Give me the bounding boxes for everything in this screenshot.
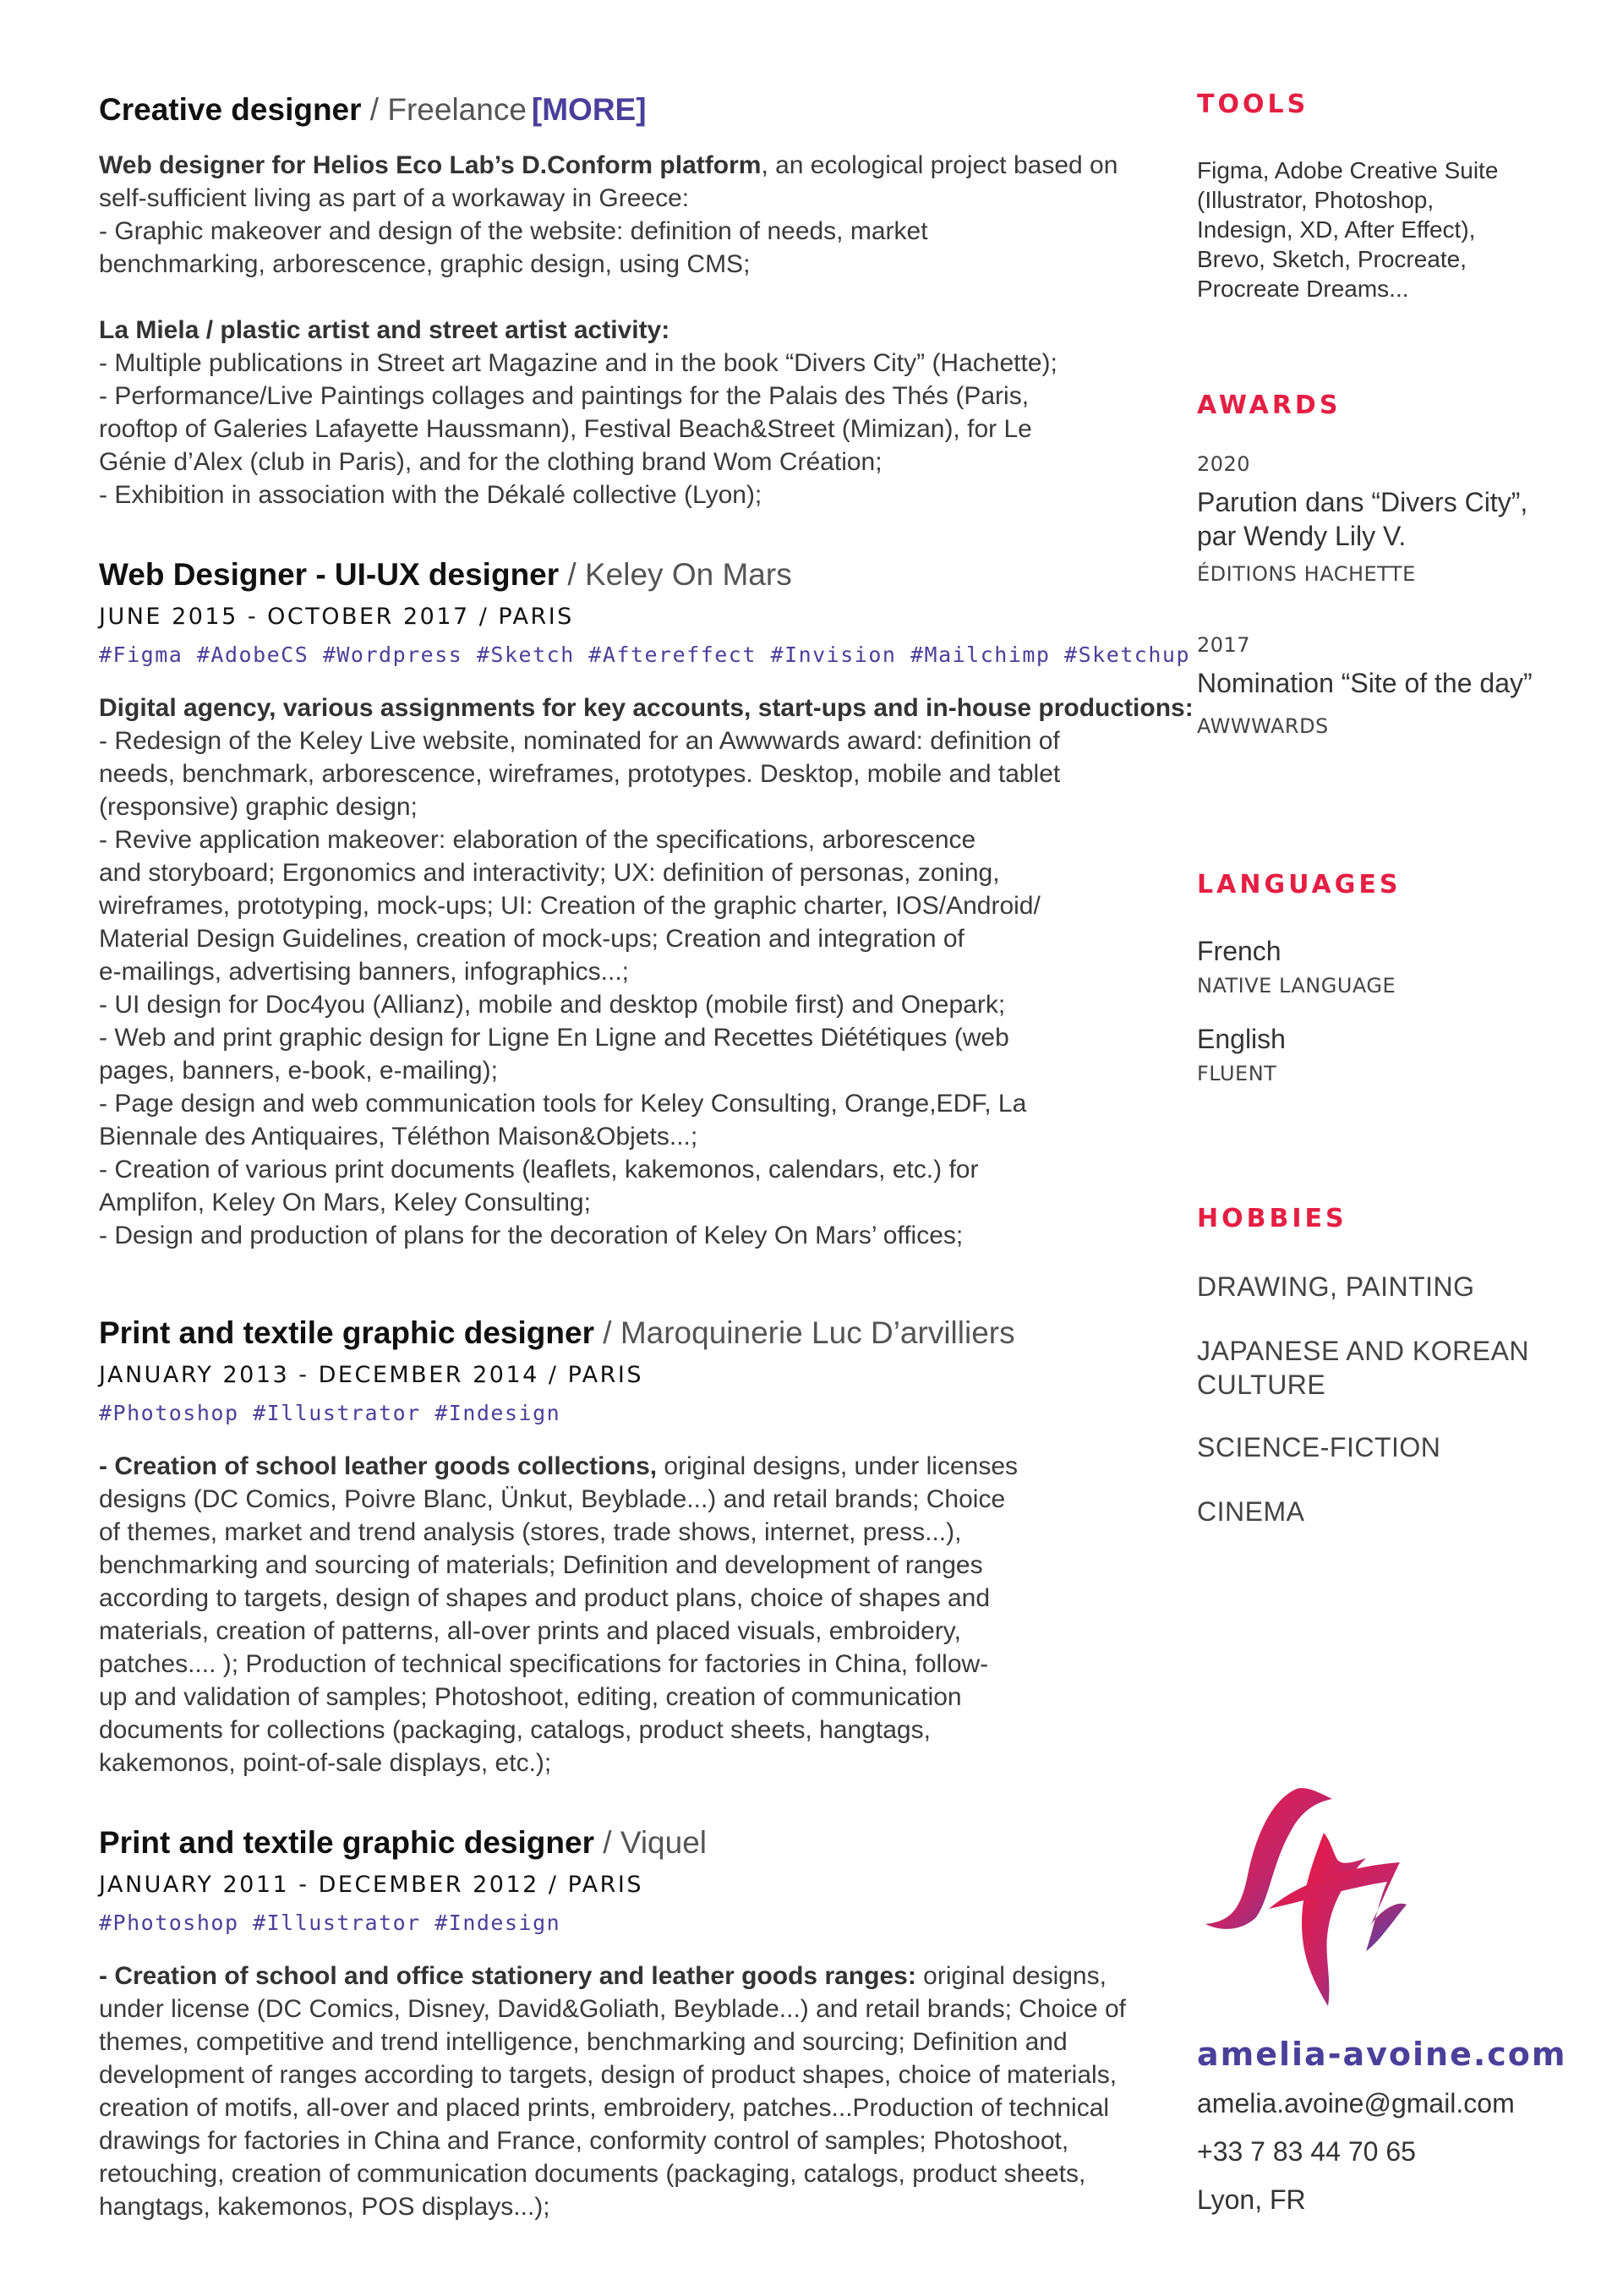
job-keley (99, 553, 1194, 1252)
awards-heading: AWARDS (1197, 391, 1342, 420)
description-line: needs, benchmark, arborescence, wireframes, prototypes. Desktop, mobile and tablet (99, 760, 1061, 788)
job-tags: #Photoshop #Illustrator #Indesign (99, 1911, 561, 1935)
tools-line: Procreate Dreams... (1197, 276, 1409, 302)
hobby-item (1197, 1334, 1529, 1402)
hobby-line: JAPANESE AND KOREAN (1197, 1336, 1530, 1366)
language-name: French (1197, 936, 1281, 966)
award-title-line: par Wendy Lily V. (1197, 521, 1407, 551)
job-description (99, 1960, 1126, 2223)
description-line: development of ranges according to targets, design of product shapes, choice of materials, (99, 2061, 1118, 2089)
languages-section (1197, 868, 1401, 1086)
hobby-item: SCIENCE-FICTION (1197, 1432, 1441, 1462)
description-line: self-sufficient living as part of a workaway in Greece: (99, 184, 690, 212)
job-title: Creative designer / Freelance [MORE] (99, 92, 647, 127)
description-line: e-mailings, advertising banners, infographics...; (99, 958, 629, 986)
languages-heading: LANGUAGES (1197, 870, 1402, 899)
job-title: Web Designer - UI-UX designer / Keley On Mars (99, 557, 792, 592)
description-line: - Exhibition in association with the Dékalé collective (Lyon); (99, 481, 762, 509)
language-name: English (1197, 1024, 1286, 1054)
job-role: Print and textile graphic designer (99, 1825, 594, 1860)
description-line: wireframes, prototyping, mock-ups; UI: Creation of the graphic charter, IOS/Android/ (99, 892, 1041, 920)
description-line: Biennale des Antiquaires, Téléthon Maison&Objets...; (99, 1123, 698, 1151)
description-line: patches.... ); Production of technical specifications for factories in China, follow- (99, 1650, 989, 1678)
description-line: Material Design Guidelines, creation of mock-ups; Creation and integration of (99, 925, 965, 953)
job-tags: #Figma #AdobeCS #Wordpress #Sketch #Aftereffect #Invision #Mailchimp #Sketchup (99, 642, 1190, 667)
award-title (1197, 485, 1533, 553)
description-line: - Redesign of the Keley Live website, nominated for an Awwwards award: definition of (99, 727, 1060, 755)
website-link[interactable]: amelia-avoine.com (1197, 2036, 1567, 2073)
job-company: Viquel (620, 1825, 707, 1860)
job-maroquinerie (99, 1311, 1018, 1779)
award-year: 2017 (1197, 633, 1251, 657)
job-viquel (99, 1821, 1126, 2223)
job-description (99, 692, 1194, 1252)
hobbies-heading: HOBBIES (1197, 1204, 1347, 1233)
description-line: - Creation of school leather goods collections, original designs, under licenses (99, 1452, 1019, 1480)
description-line: documents for collections (packaging, catalogs, product sheets, hangtags, (99, 1716, 931, 1744)
description-line: rooftop of Galeries Lafayette Haussmann), Festival Beach&Street (Mimizan), for Le (99, 415, 1032, 443)
description-line: benchmarking and sourcing of materials; Definition and development of ranges (99, 1551, 983, 1579)
description-line: under license (DC Comics, Disney, David&Goliath, Beyblade...) and retail brands; Choice of (99, 1995, 1126, 2023)
more-link[interactable]: [MORE] (531, 92, 647, 127)
description-line: (responsive) graphic design; (99, 793, 418, 821)
job-dates: JANUARY 2013 - DECEMBER 2014 / PARIS (99, 1362, 643, 1388)
job-title: Print and textile graphic designer / Viquel (99, 1825, 707, 1860)
description-line: and storyboard; Ergonomics and interactivity; UX: definition of personas, zoning, (99, 859, 1000, 887)
description-line: - Creation of school and office stationery and leather goods ranges: original designs, (99, 1962, 1107, 1990)
hobbies-section (1197, 1202, 1529, 1528)
tools-list (1197, 156, 1498, 303)
description-line: La Miela / plastic artist and street artist activity: (99, 316, 670, 344)
location-text: Lyon, FR (1197, 2184, 1306, 2215)
email-link[interactable]: amelia.avoine@gmail.com (1197, 2088, 1515, 2118)
job-title: Print and textile graphic designer / Maroquinerie Luc D’arvilliers (99, 1315, 1015, 1350)
description-line: up and validation of samples; Photoshoot, editing, creation of communication (99, 1683, 962, 1711)
job-role: Web Designer - UI-UX designer (99, 557, 560, 592)
phone-number: +33 7 83 44 70 65 (1197, 2136, 1416, 2167)
tools-heading: TOOLS (1197, 90, 1309, 119)
award-year: 2020 (1197, 452, 1251, 476)
hobby-line: CULTURE (1197, 1369, 1326, 1400)
description-line: creation of motifs, all-over and placed prints, embroidery, patches...Production of technical (99, 2094, 1110, 2122)
description-line: - Multiple publications in Street art Magazine and in the book “Divers City” (Hachette); (99, 349, 1057, 377)
description-line: - UI design for Doc4you (Allianz), mobile and desktop (mobile first) and Onepark; (99, 991, 1006, 1019)
tools-line: Figma, Adobe Creative Suite (1197, 157, 1499, 183)
monogram-logo-icon (1197, 1782, 1408, 2010)
description-line: benchmarking, arborescence, graphic design, using CMS; (99, 250, 751, 278)
description-line: of themes, market and trend analysis (stores, trade shows, internet, press...), (99, 1518, 962, 1546)
award-title-line: Parution dans “Divers City”, (1197, 487, 1528, 517)
description-paragraph (99, 692, 1194, 1252)
description-line: - Design and production of plans for the decoration of Keley On Mars’ offices; (99, 1222, 964, 1249)
tools-line: Indesign, XD, After Effect), (1197, 216, 1476, 243)
job-dates: JANUARY 2011 - DECEMBER 2012 / PARIS (99, 1872, 643, 1898)
description-line: - Creation of various print documents (leaflets, kakemonos, calendars, etc.) for (99, 1156, 979, 1184)
description-paragraph (99, 1960, 1126, 2223)
description-line: Web designer for Helios Eco Lab’s D.Conform platform, an ecological project based on (99, 151, 1118, 179)
job-company: Maroquinerie Luc D’arvilliers (620, 1315, 1015, 1350)
language-level: FLUENT (1197, 1062, 1277, 1085)
description-line: kakemonos, point-of-sale displays, etc.); (99, 1749, 552, 1777)
job-tags: #Photoshop #Illustrator #Indesign (99, 1401, 561, 1425)
description-paragraph (99, 314, 1118, 511)
description-line: Génie d’Alex (club in Paris), and for the clothing brand Wom Création; (99, 448, 883, 476)
tools-section (1197, 88, 1498, 303)
tools-line: (Illustrator, Photoshop, (1197, 187, 1434, 213)
job-description (99, 1450, 1018, 1779)
description-line: according to targets, design of shapes and product plans, choice of shapes and (99, 1584, 991, 1612)
description-line: hangtags, kakemonos, POS displays...); (99, 2193, 550, 2221)
description-line: themes, competitive and trend intelligence, benchmarking and sourcing; Definition and (99, 2028, 1068, 2056)
description-line: pages, banners, e-book, e-mailing); (99, 1057, 498, 1085)
description-line: Digital agency, various assignments for key accounts, start-ups and in-house productions: (99, 694, 1194, 722)
job-description (99, 149, 1118, 511)
description-line: retouching, creation of communication documents (packaging, catalogs, product sheets, (99, 2160, 1086, 2188)
job-role: Creative designer (99, 92, 362, 127)
job-company: Freelance (387, 92, 527, 127)
award-source: ÉDITIONS HACHETTE (1197, 562, 1416, 586)
hobby-item: CINEMA (1197, 1496, 1305, 1527)
language-level: NATIVE LANGUAGE (1197, 974, 1396, 998)
awards-section (1197, 389, 1533, 739)
tools-line: Brevo, Sketch, Procreate, (1197, 246, 1467, 272)
job-freelance (99, 88, 1118, 511)
description-line: - Performance/Live Paintings collages and paintings for the Palais des Thés (Paris, (99, 382, 1030, 410)
description-line: - Graphic makeover and design of the website: definition of needs, market (99, 217, 928, 245)
job-role: Print and textile graphic designer (99, 1315, 594, 1350)
description-line: materials, creation of patterns, all-over prints and placed visuals, embroidery, (99, 1617, 961, 1645)
description-line: drawings for factories in China and France, conformity control of samples; Photoshoot, (99, 2127, 1069, 2155)
award-source: AWWWARDS (1197, 714, 1329, 738)
description-paragraph (99, 149, 1118, 281)
job-company: Keley On Mars (585, 557, 792, 592)
job-dates: JUNE 2015 - OCTOBER 2017 / PARIS (99, 604, 574, 630)
description-line: - Web and print graphic design for Ligne En Ligne and Recettes Diététiques (web (99, 1024, 1009, 1052)
description-line: Amplifon, Keley On Mars, Keley Consulting; (99, 1189, 591, 1216)
description-line: - Revive application makeover: elaboration of the specifications, arborescence (99, 826, 976, 854)
description-line: - Page design and web communication tools for Keley Consulting, Orange,EDF, La (99, 1090, 1027, 1118)
description-line: designs (DC Comics, Poivre Blanc, Ünkut, Beyblade...) and retail brands; Choice (99, 1485, 1006, 1513)
award-title: Nomination “Site of the day” (1197, 668, 1533, 698)
hobby-item: DRAWING, PAINTING (1197, 1271, 1475, 1302)
description-paragraph (99, 1450, 1018, 1779)
